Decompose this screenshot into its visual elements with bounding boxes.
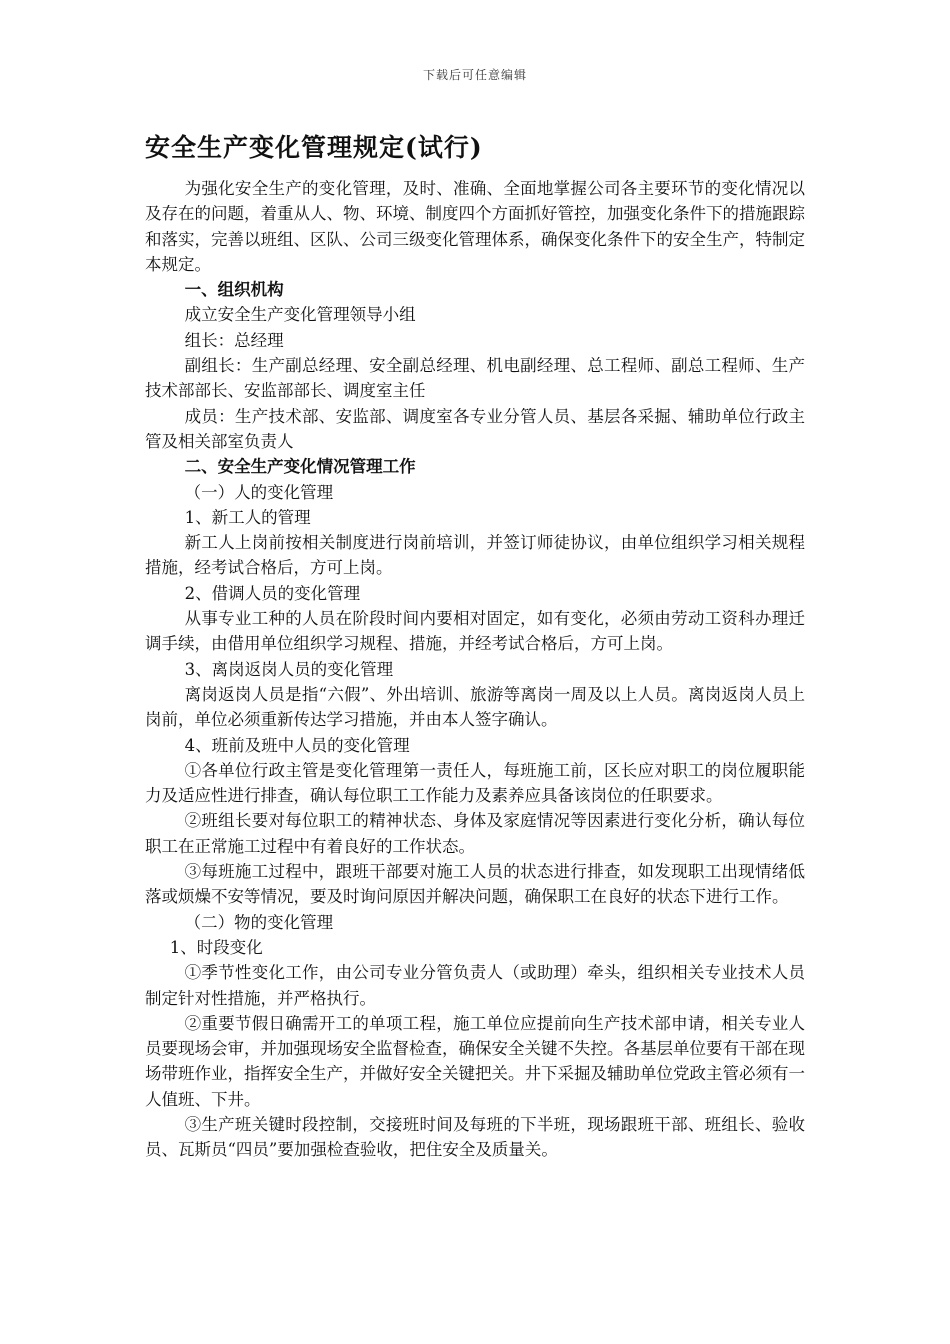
section-heading-management-work: 二、安全生产变化情况管理工作 [184,457,416,477]
paragraph-members: 成员：生产技术部、安监部、调度室各专业分管人员、基层各采掘、辅助单位行政主管及相关部室负责人 [145,406,805,451]
section-heading-organization: 一、组织机构 [184,280,284,300]
item-heading-returning-staff: 3、离岗返岗人员的变化管理 [184,659,394,679]
item-heading-seconded-staff: 2、借调人员的变化管理 [184,583,361,603]
item-heading-time-changes: 1、时段变化 [169,937,263,957]
subsection-heading-materials: （二）物的变化管理 [184,912,334,932]
paragraph-returning-staff: 离岗返岗人员是指“六假”、外出培训、旅游等离岗一周及以上人员。离岗返岗人员上岗前，单位必须重新传达学习措施，并由本人签字确认。 [145,684,805,730]
subsection-heading-people: （一）人的变化管理 [184,482,334,502]
document-body [145,128,805,1163]
item-heading-shift-staff: 4、班前及班中人员的变化管理 [184,735,410,755]
paragraph-seconded-staff: 从事专业工种的人员在阶段时间内要相对固定，如有变化，必须由劳动工资科办理迁调手续，由借用单位组织学习规程、措施，并经考试合格后，方可上岗。 [145,609,805,654]
paragraph-time-changes-3: ③生产班关键时段控制，交接班时间及每班的下半班，现场跟班干部、班组长、验收员、瓦斯员“四员”要加强检查验收，把住安全及质量关。 [145,1114,805,1160]
paragraph-intro: 为强化安全生产的变化管理，及时、准确、全面地掌握公司各主要环节的变化情况以及存在的问题，着重从人、物、环境、制度四个方面抓好管控，加强变化条件下的措施跟踪和落实，完善以班组、区队、公司三级变化管理体系，确保变化条件下的安全生产，特制定本规定。 [145,179,805,274]
paragraph-group-leader: 组长：总经理 [184,330,284,350]
paragraph-time-changes-2: ②重要节假日确需开工的单项工程，施工单位应提前向生产技术部申请，相关专业人员要现场会审，并加强现场安全监督检查，确保安全关键不失控。各基层单位要有干部在现场带班作业，指挥安全生产，并做好安全关键把关。井下采掘及辅助单位党政主管必须有一人值班、下井。 [145,1013,805,1109]
page-header-note: 下载后可任意编辑 [422,68,527,82]
paragraph-deputy-leaders: 副组长：生产副总经理、安全副总经理、机电副经理、总工程师、副总工程师、生产技术部部长、安监部部长、调度室主任 [145,356,805,401]
item-heading-new-workers: 1、新工人的管理 [184,507,311,527]
document-title: 安全生产变化管理规定(试行) [145,133,483,162]
paragraph-new-workers: 新工人上岗前按相关制度进行岗前培训，并签订师徒协议，由单位组织学习相关规程措施，经考试合格后，方可上岗。 [145,533,805,578]
paragraph-shift-staff-2: ②班组长要对每位职工的精神状态、身体及家庭情况等因素进行变化分析，确认每位职工在正常施工过程中有着良好的工作状态。 [145,811,805,856]
paragraph-leadership-group: 成立安全生产变化管理领导小组 [184,305,416,325]
paragraph-shift-staff-1: ①各单位行政主管是变化管理第一责任人，每班施工前，区长应对职工的岗位履职能力及适应性进行排查，确认每位职工工作能力及素养应具备该岗位的任职要求。 [145,760,805,806]
paragraph-shift-staff-3: ③每班施工过程中，跟班干部要对施工人员的状态进行排查，如发现职工出现情绪低落或烦燥不安等情况，要及时询问原因并解决问题，确保职工在良好的状态下进行工作。 [145,862,805,907]
paragraph-time-changes-1: ①季节性变化工作，由公司专业分管负责人（或助理）牵头，组织相关专业技术人员制定针对性措施，并严格执行。 [145,963,805,1008]
